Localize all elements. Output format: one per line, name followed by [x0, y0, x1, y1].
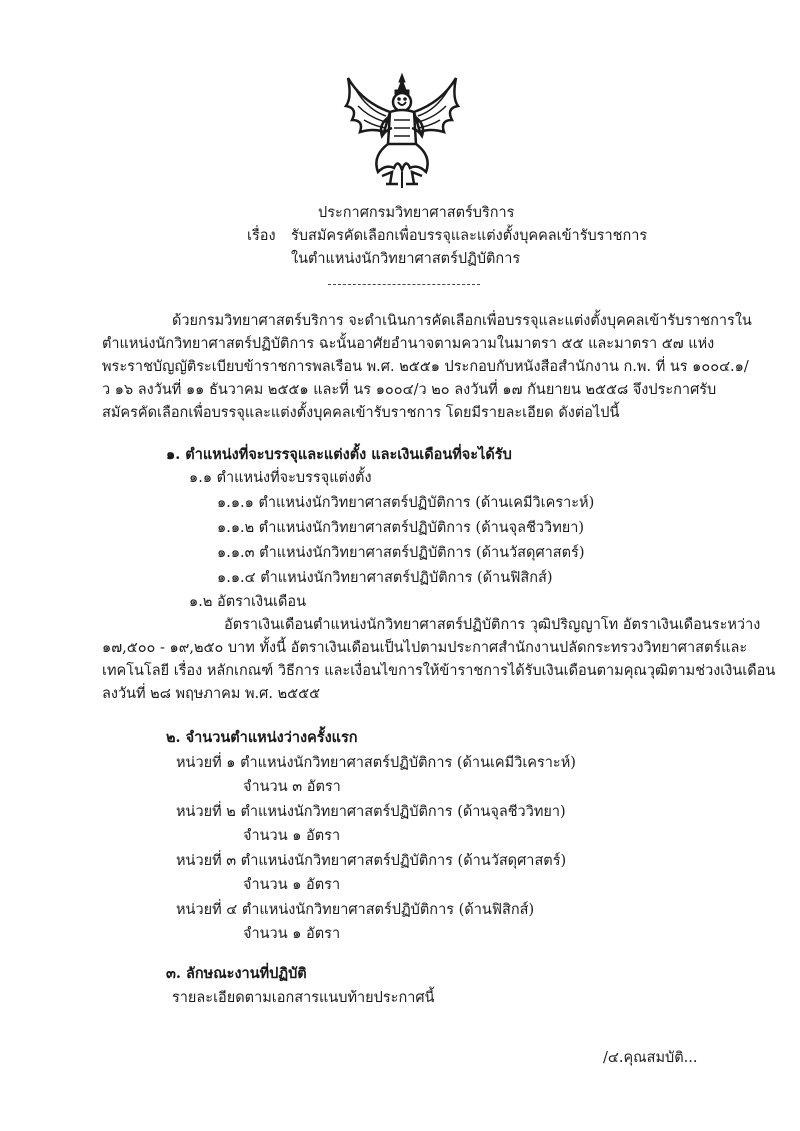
- garuda-emblem-icon: [342, 72, 462, 190]
- announcement-title: ประกาศกรมวิทยาศาสตร์บริการ: [318, 205, 515, 221]
- intro-line: ว ๑๖ ลงวันที่ ๑๑ ธันวาคม ๒๕๕๑ และที่ นร ๑๐๐๔/ว ๒๐ ลงวันที่ ๑๗ กันยายน ๒๕๕๘ จึงประกาศรับ: [102, 382, 717, 398]
- position-item: ๑.๑.๒ ตำแหน่งนักวิทยาศาสตร์ปฏิบัติการ (ด้านจุลชีววิทยา): [217, 520, 585, 536]
- salary-line: เทคโนโลยี เรื่อง หลักเกณฑ์ วิธีการ และเงื่อนไขการให้ข้าราชการได้รับเงินเดือนตามคุณวุฒิตามช่วงเงินเดือน: [102, 663, 776, 679]
- section-2-heading: ๒. จำนวนตำแหน่งว่างครั้งแรก: [166, 729, 358, 746]
- section-3-detail: รายละเอียดตามเอกสารแนบท้ายประกาศนี้: [172, 990, 435, 1006]
- continuation-note: /๔.คุณสมบัติ...: [603, 1050, 698, 1066]
- section-1-2-heading: ๑.๒ อัตราเงินเดือน: [189, 594, 306, 610]
- vacancy-unit: หน่วยที่ ๒ ตำแหน่งนักวิทยาศาสตร์ปฏิบัติการ (ด้านจุลชีววิทยา): [176, 804, 566, 820]
- subject-text: รับสมัครคัดเลือกเพื่อบรรจุและแต่งตั้งบุคคลเข้ารับราชการ: [291, 228, 648, 244]
- vacancy-count: จำนวน ๑ อัตรา: [243, 828, 341, 844]
- subject-label: เรื่อง: [247, 228, 276, 244]
- subject-text-line2: ในตำแหน่งนักวิทยาศาสตร์ปฏิบัติการ: [291, 251, 521, 267]
- vacancy-unit: หน่วยที่ ๑ ตำแหน่งนักวิทยาศาสตร์ปฏิบัติการ (ด้านเคมีวิเคราะห์): [176, 755, 576, 771]
- vacancy-unit: หน่วยที่ ๓ ตำแหน่งนักวิทยาศาสตร์ปฏิบัติการ (ด้านวัสดุศาสตร์): [176, 853, 567, 869]
- salary-line: อัตราเงินเดือนตำแหน่งนักวิทยาศาสตร์ปฏิบัติการ วุฒิปริญญาโท อัตราเงินเดือนระหว่าง: [224, 617, 761, 633]
- vacancy-count: จำนวน ๑ อัตรา: [243, 877, 341, 893]
- intro-line: ตำแหน่งนักวิทยาศาสตร์ปฏิบัติการ ฉะนั้นอาศัยอำนาจตามความในมาตรา ๕๕ และมาตรา ๕๗ แห่ง: [102, 336, 715, 352]
- section-3-heading: ๓. ลักษณะงานที่ปฏิบัติ: [166, 965, 307, 982]
- vacancy-count: จำนวน ๓ อัตรา: [243, 779, 341, 795]
- salary-line: ลงวันที่ ๒๘ พฤษภาคม พ.ศ. ๒๕๕๕: [102, 686, 321, 702]
- section-1-1-heading: ๑.๑ ตำแหน่งที่จะบรรจุแต่งตั้ง: [189, 470, 372, 486]
- position-item: ๑.๑.๔ ตำแหน่งนักวิทยาศาสตร์ปฏิบัติการ (ด้านฟิสิกส์): [217, 570, 553, 586]
- position-item: ๑.๑.๓ ตำแหน่งนักวิทยาศาสตร์ปฏิบัติการ (ด้านวัสดุศาสตร์): [217, 545, 585, 561]
- intro-line: ด้วยกรมวิทยาศาสตร์บริการ จะดำเนินการคัดเลือกเพื่อบรรจุและแต่งตั้งบุคคลเข้ารับราชการใน: [172, 313, 752, 329]
- vacancy-count: จำนวน ๑ อัตรา: [243, 926, 341, 942]
- section-1-heading: ๑. ตำแหน่งที่จะบรรจุและแต่งตั้ง และเงินเดือนที่จะได้รับ: [166, 446, 512, 463]
- vacancy-unit: หน่วยที่ ๔ ตำแหน่งนักวิทยาศาสตร์ปฏิบัติการ (ด้านฟิสิกส์): [176, 902, 535, 918]
- position-item: ๑.๑.๑ ตำแหน่งนักวิทยาศาสตร์ปฏิบัติการ (ด้านเคมีวิเคราะห์): [217, 495, 595, 511]
- salary-line: ๑๗,๕๐๐ - ๑๙,๒๕๐ บาท ทั้งนี้ อัตราเงินเดือนเป็นไปตามประกาศสำนักงานปลัดกระทรวงวิทยาศาสตร์และ: [102, 640, 748, 656]
- intro-line: พระราชบัญญัติระเบียบข้าราชการพลเรือน พ.ศ. ๒๕๕๑ ประกอบกับหนังสือสำนักงาน ก.พ. ที่ นร ๑๐๐๔.๑/: [102, 359, 749, 375]
- intro-line: สมัครคัดเลือกเพื่อบรรจุและแต่งตั้งบุคคลเข้ารับราชการ โดยมีรายละเอียด ดังต่อไปนี้: [102, 405, 620, 421]
- header-divider: [328, 284, 480, 285]
